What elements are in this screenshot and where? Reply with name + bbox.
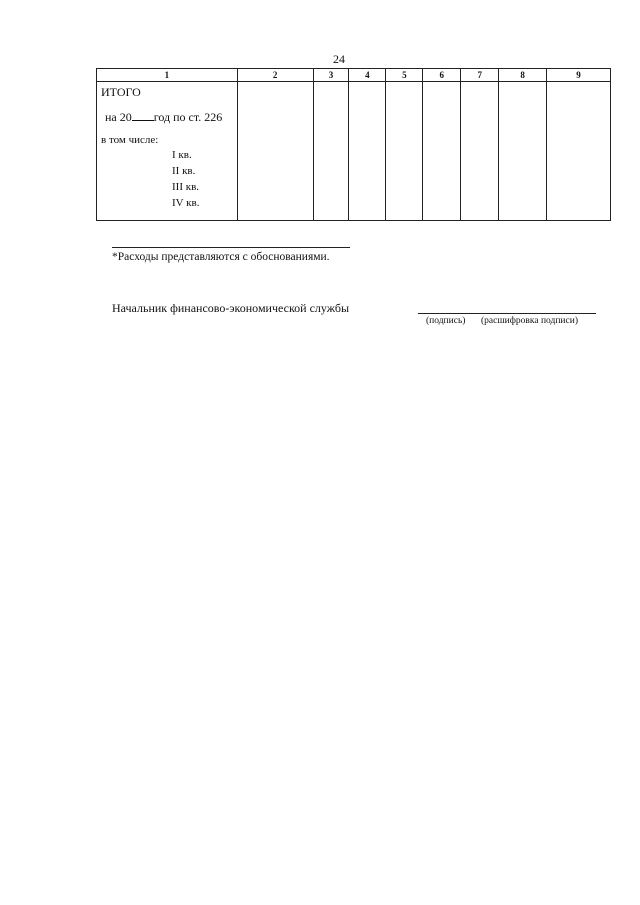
quarter-3-label: III кв. [172, 181, 200, 193]
year-prefix: на 20 [105, 110, 132, 124]
row-label-cell [97, 82, 238, 221]
column-header: 6 [423, 69, 461, 82]
table-cell [386, 82, 423, 221]
page-number: 24 [333, 52, 345, 66]
column-header: 7 [461, 69, 499, 82]
column-header: 1 [97, 69, 238, 82]
table-cell [461, 82, 499, 221]
quarter-4-label: IV кв. [172, 197, 200, 209]
footnote: *Расходы представляются с обоснованиями. [112, 251, 330, 263]
footnote-divider [112, 247, 350, 248]
table-cell [313, 82, 349, 221]
expenses-table [96, 68, 611, 221]
column-header: 3 [313, 69, 349, 82]
table-cell [547, 82, 611, 221]
column-header: 9 [547, 69, 611, 82]
year-suffix: год по ст. 226 [153, 110, 223, 124]
table-row [97, 82, 611, 221]
signature-decoding-caption: (расшифровка подписи) [481, 316, 578, 326]
table-cell [499, 82, 547, 221]
including-label: в том числе: [101, 134, 159, 146]
total-label: ИТОГО [101, 85, 141, 99]
table-cell [349, 82, 386, 221]
signature-caption: (подпись) [426, 316, 466, 326]
year-blank-field [132, 110, 154, 121]
signatory-title: Начальник финансово-экономической службы [112, 301, 350, 315]
year-label [105, 110, 222, 125]
quarter-1-label: I кв. [172, 149, 192, 161]
quarter-2-label: II кв. [172, 165, 196, 177]
column-header: 2 [237, 69, 313, 82]
signature-line [418, 313, 596, 314]
table-cell [423, 82, 461, 221]
column-header: 4 [349, 69, 386, 82]
table-cell [237, 82, 313, 221]
table-header-row [97, 69, 611, 82]
column-header: 8 [499, 69, 547, 82]
column-header: 5 [386, 69, 423, 82]
